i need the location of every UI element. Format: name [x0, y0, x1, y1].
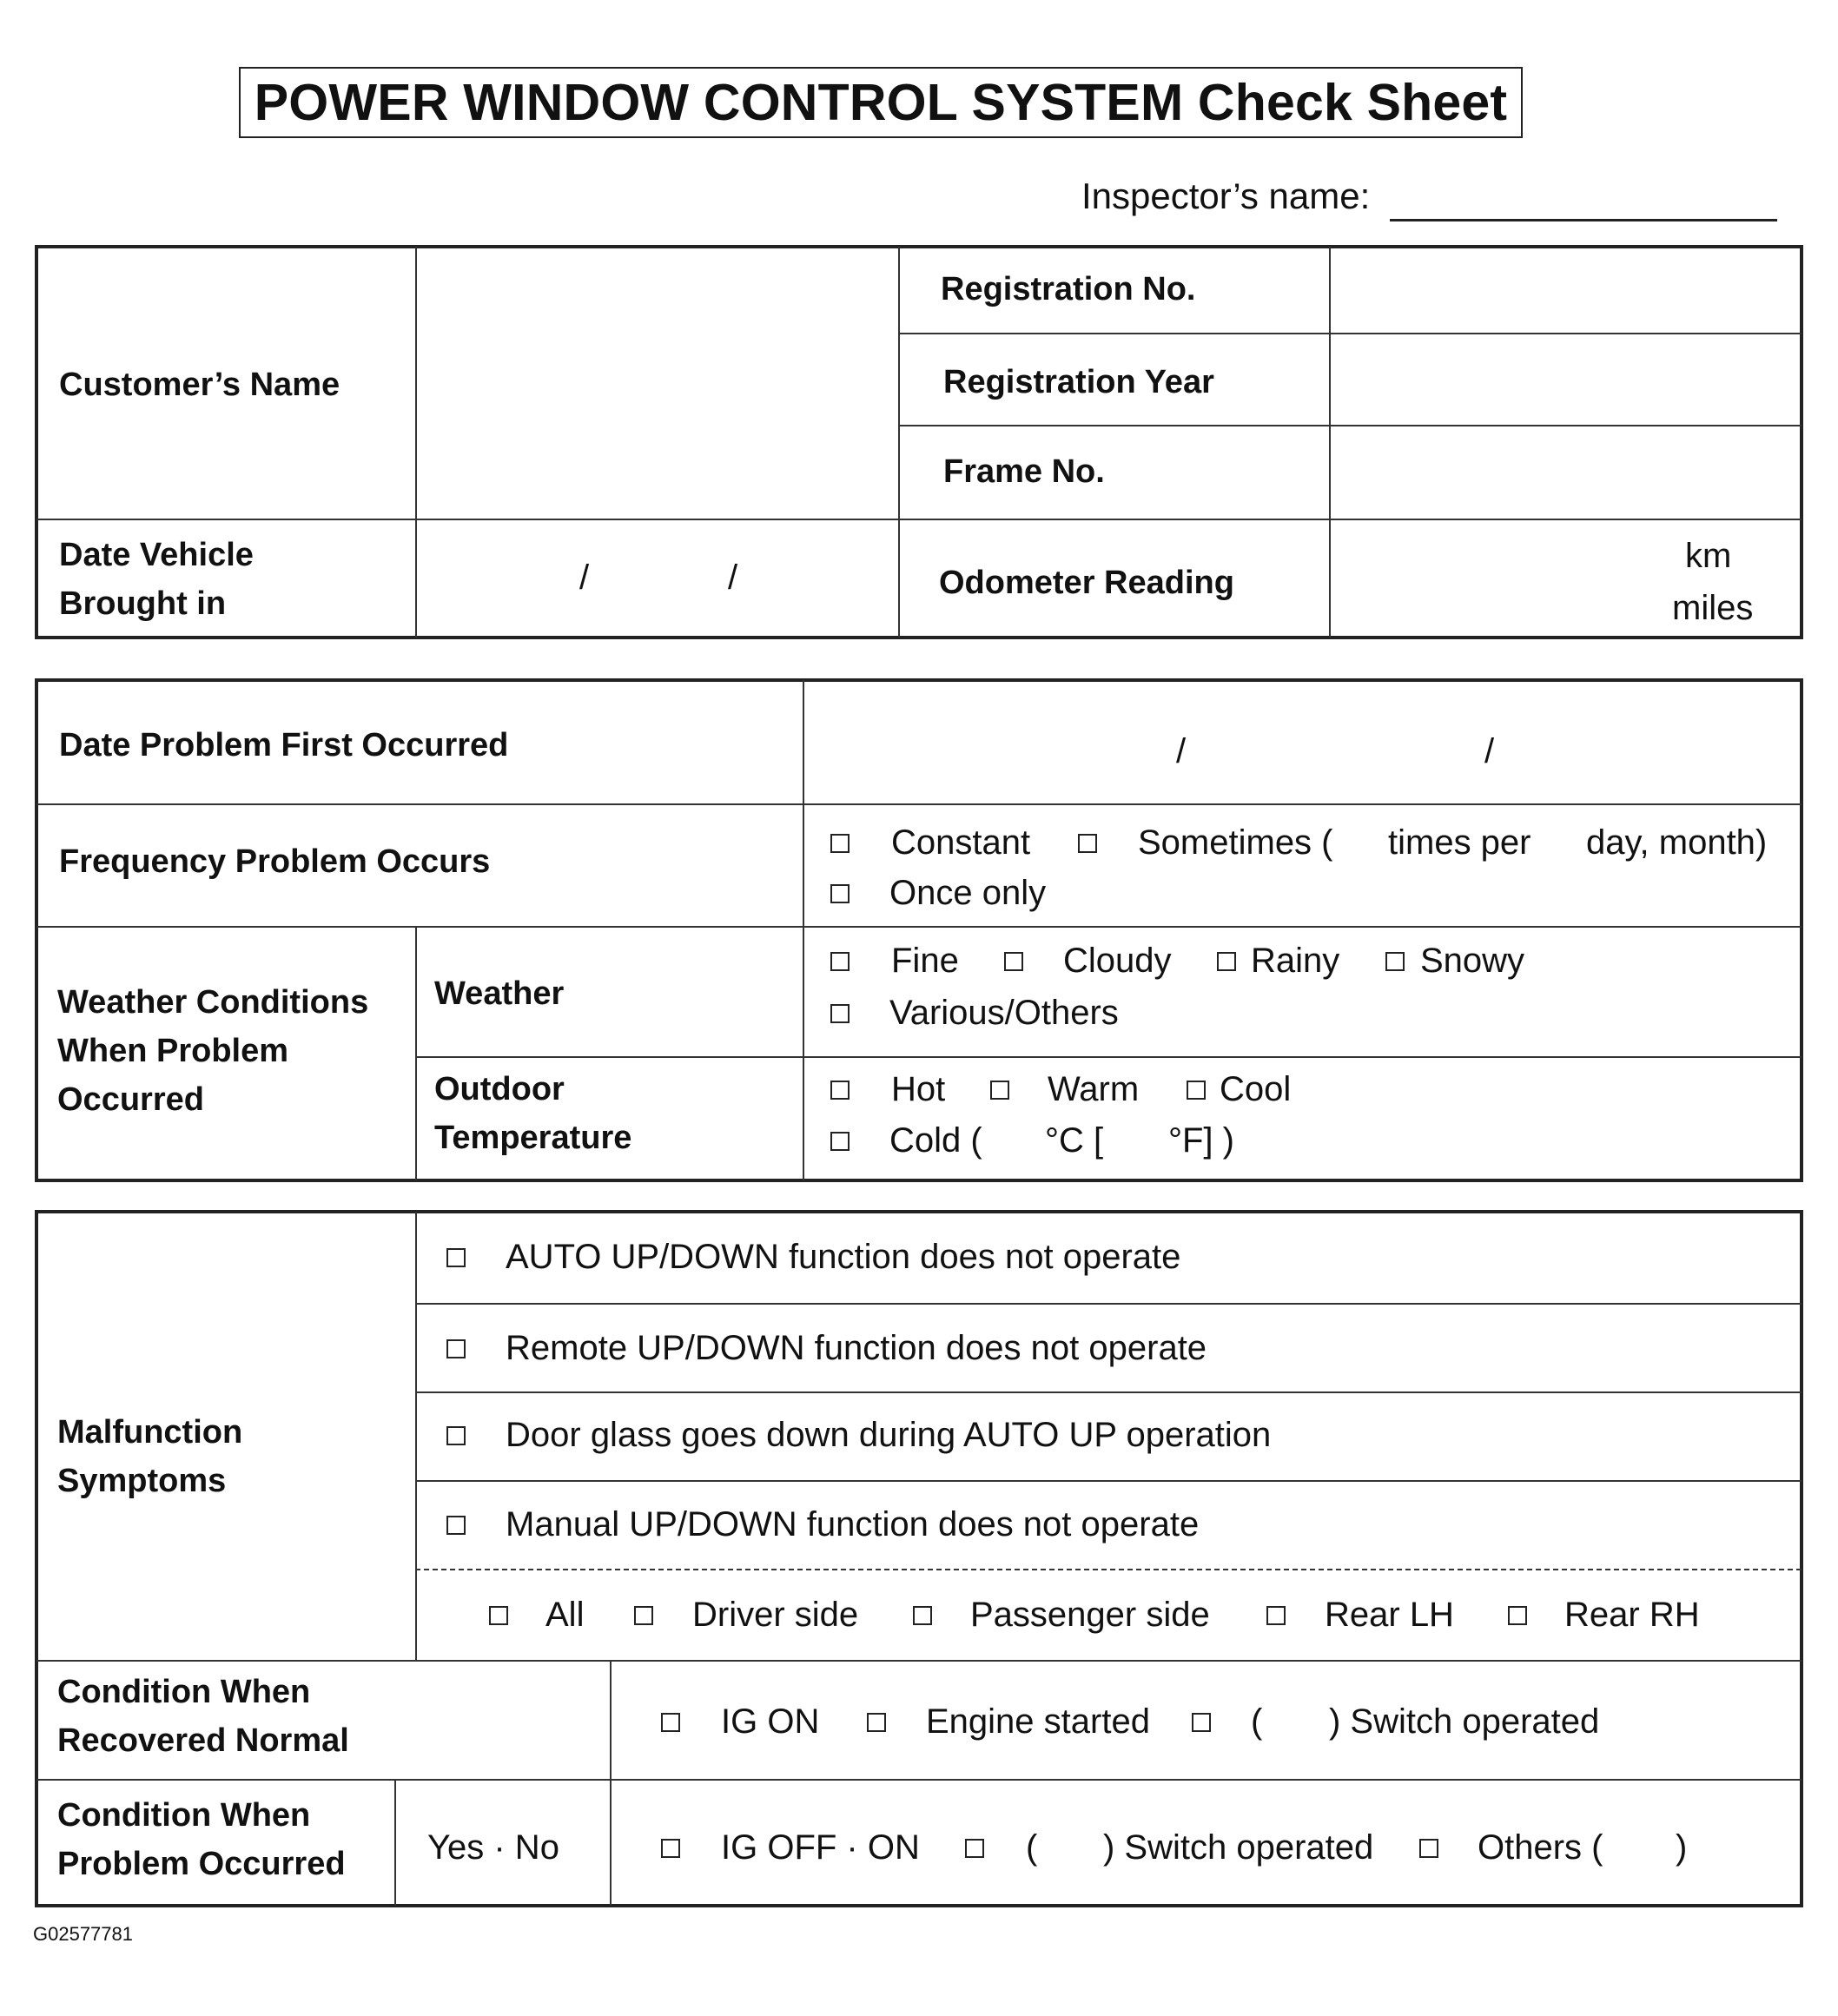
weather-conditions-label-1: Weather Conditions: [57, 984, 369, 1021]
checkbox-snowy[interactable]: [1385, 952, 1405, 971]
frequency-label: Frequency Problem Occurs: [59, 843, 491, 880]
divider: [415, 1212, 417, 1660]
registration-year-field[interactable]: [1331, 335, 1800, 424]
figure-code: G02577781: [33, 1923, 133, 1945]
checkbox-cloudy[interactable]: [1004, 952, 1023, 971]
customer-name-field[interactable]: [417, 248, 896, 517]
divider: [36, 519, 1802, 520]
divider: [415, 1391, 1802, 1393]
option-engine-started: Engine started: [926, 1702, 1150, 1741]
divider: [610, 1660, 612, 1906]
option-cool: Cool: [1220, 1070, 1292, 1108]
malfunction-symptoms-label-2: Symptoms: [57, 1463, 227, 1499]
checkbox-others[interactable]: [1419, 1839, 1438, 1858]
divider: [36, 926, 1802, 928]
recovered-normal-label-2: Recovered Normal: [57, 1722, 349, 1759]
malfunction-symptoms-label-1: Malfunction: [57, 1414, 243, 1451]
option-ig-off-on: IG OFF · ON: [721, 1828, 920, 1867]
divider: [415, 1480, 1802, 1482]
paren-open: (: [1251, 1702, 1263, 1741]
frame-no-label: Frame No.: [943, 453, 1105, 490]
checkbox-warm[interactable]: [990, 1081, 1009, 1100]
checkbox-various[interactable]: [830, 1004, 850, 1023]
unit-km: km: [1685, 537, 1732, 575]
divider: [803, 680, 804, 1180]
checkbox-constant[interactable]: [830, 834, 850, 853]
divider: [36, 1779, 1802, 1781]
paren-open: (: [1026, 1828, 1038, 1867]
date-first-occurred-label: Date Problem First Occurred: [59, 727, 509, 763]
divider: [415, 926, 417, 1180]
customer-name-label: Customer’s Name: [59, 367, 340, 403]
symptom-item: Door glass goes down during AUTO UP operation: [506, 1416, 1272, 1454]
option-snowy: Snowy: [1420, 942, 1525, 980]
option-others: Others (: [1478, 1828, 1603, 1867]
registration-year-label: Registration Year: [943, 364, 1214, 400]
option-cloudy: Cloudy: [1063, 942, 1172, 980]
option-switch-operated: ) Switch operated: [1329, 1702, 1600, 1741]
option-warm: Warm: [1048, 1070, 1140, 1108]
degree-f-text: °F] ): [1168, 1121, 1234, 1160]
page-title: POWER WINDOW CONTROL SYSTEM Check Sheet: [254, 74, 1508, 131]
recovered-normal-label-1: Condition When: [57, 1674, 311, 1710]
inspector-label: Inspector’s name:: [1081, 175, 1371, 216]
option-rear-lh: Rear LH: [1325, 1596, 1454, 1634]
checkbox-rear-lh[interactable]: [1266, 1606, 1286, 1625]
checkbox-symptom-remote[interactable]: [446, 1339, 466, 1358]
problem-occurred-label-1: Condition When: [57, 1797, 311, 1834]
checkbox-cool[interactable]: [1187, 1081, 1206, 1100]
registration-no-label: Registration No.: [941, 271, 1196, 307]
date-separator: /: [1484, 732, 1495, 770]
divider: [36, 1660, 1802, 1662]
option-driver-side: Driver side: [692, 1596, 859, 1634]
symptom-item: AUTO UP/DOWN function does not operate: [506, 1238, 1181, 1276]
option-constant: Constant: [891, 823, 1031, 862]
checkbox-switch-operated-recovered[interactable]: [1192, 1713, 1211, 1732]
date-brought-label-line1: Date Vehicle: [59, 537, 254, 573]
checkbox-switch-operated-occurred[interactable]: [965, 1839, 984, 1858]
option-rainy: Rainy: [1251, 942, 1340, 980]
checkbox-fine[interactable]: [830, 952, 850, 971]
option-once-only: Once only: [889, 874, 1047, 912]
option-hot: Hot: [891, 1070, 946, 1108]
checkbox-symptom-door-glass[interactable]: [446, 1426, 466, 1445]
problem-occurred-label-2: Problem Occurred: [57, 1846, 346, 1882]
divider: [394, 1779, 396, 1906]
option-ig-on: IG ON: [721, 1702, 820, 1741]
checkbox-passenger-side[interactable]: [913, 1606, 932, 1625]
odometer-label: Odometer Reading: [939, 565, 1234, 601]
yes-no-option[interactable]: Yes · No: [427, 1828, 559, 1867]
paren-close: ): [1676, 1828, 1688, 1867]
divider: [415, 1056, 1802, 1058]
option-various: Various/Others: [889, 994, 1119, 1032]
checkbox-all[interactable]: [489, 1606, 508, 1625]
weather-label: Weather: [434, 975, 565, 1012]
checkbox-ig-off-on[interactable]: [661, 1839, 680, 1858]
date-brought-label-line2: Brought in: [59, 585, 227, 622]
weather-conditions-label-2: When Problem: [57, 1033, 289, 1069]
checkbox-cold[interactable]: [830, 1132, 850, 1151]
checkbox-rear-rh[interactable]: [1508, 1606, 1527, 1625]
option-sometimes: Sometimes (: [1138, 823, 1333, 862]
registration-no-field[interactable]: [1331, 248, 1800, 332]
date-separator: /: [728, 559, 738, 597]
inspector-name-field[interactable]: [1390, 219, 1777, 221]
checkbox-hot[interactable]: [830, 1081, 850, 1100]
option-switch-operated: ) Switch operated: [1103, 1828, 1374, 1867]
divider: [898, 333, 1802, 334]
weather-conditions-label-3: Occurred: [57, 1081, 204, 1118]
date-separator: /: [579, 559, 590, 597]
checkbox-engine-started[interactable]: [867, 1713, 886, 1732]
checkbox-once-only[interactable]: [830, 884, 850, 903]
option-all: All: [545, 1596, 585, 1634]
option-passenger-side: Passenger side: [970, 1596, 1210, 1634]
option-cold: Cold (: [889, 1121, 982, 1160]
dashed-divider: [415, 1569, 1802, 1570]
divider: [36, 803, 1802, 805]
degree-c-text: °C [: [1045, 1121, 1104, 1160]
checkbox-symptom-auto[interactable]: [446, 1248, 466, 1267]
symptom-item: Manual UP/DOWN function does not operate: [506, 1505, 1200, 1543]
unit-miles: miles: [1672, 589, 1754, 627]
option-fine: Fine: [891, 942, 959, 980]
checkbox-sometimes[interactable]: [1078, 834, 1097, 853]
date-separator: /: [1176, 732, 1187, 770]
checkbox-ig-on[interactable]: [661, 1713, 680, 1732]
frame-no-field[interactable]: [1331, 427, 1800, 518]
title-box: [239, 67, 1523, 138]
outdoor-temp-label-1: Outdoor: [434, 1071, 565, 1107]
divider: [898, 247, 900, 638]
divider: [898, 425, 1802, 426]
checkbox-rainy[interactable]: [1217, 952, 1236, 971]
divider: [415, 1303, 1802, 1305]
outdoor-temp-label-2: Temperature: [434, 1120, 632, 1156]
checkbox-symptom-manual[interactable]: [446, 1516, 466, 1535]
day-month-text: day, month): [1586, 823, 1768, 862]
symptom-item: Remote UP/DOWN function does not operate: [506, 1329, 1207, 1367]
times-per-text: times per: [1388, 823, 1531, 862]
option-rear-rh: Rear RH: [1564, 1596, 1700, 1634]
checkbox-driver-side[interactable]: [634, 1606, 653, 1625]
